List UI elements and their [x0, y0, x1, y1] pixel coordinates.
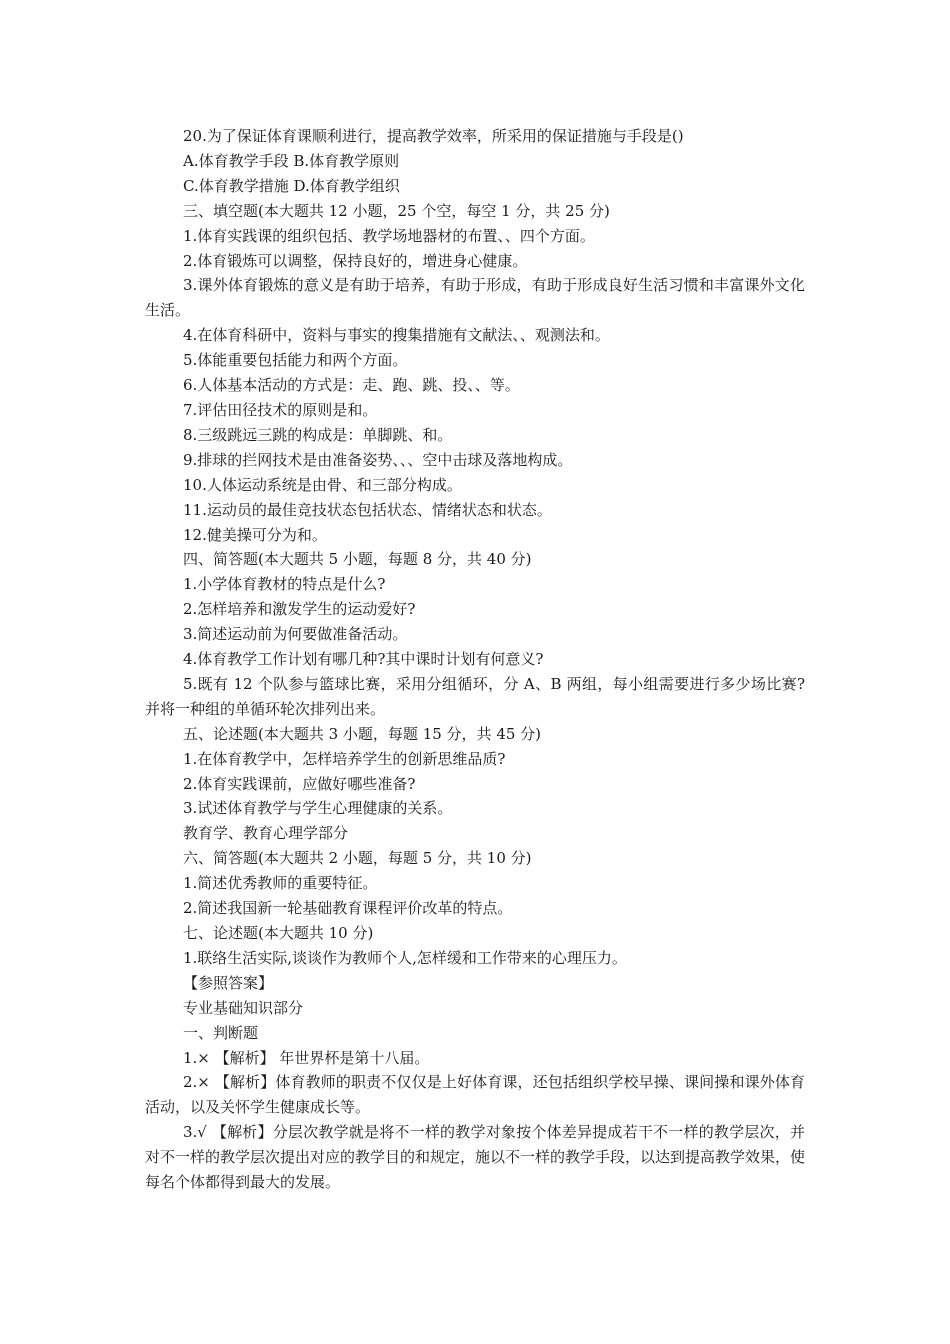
paragraph-short-2: 2.怎样培养和激发学生的运动爱好?	[183, 600, 416, 619]
paragraph-short2-2: 2.简述我国新一轮基础教育课程评价改革的特点。	[183, 899, 513, 918]
section-heading-short-answer: 四、简答题(本大题共 5 小题，每题 8 分，共 40 分)	[183, 550, 532, 569]
paragraph-fill-5: 5.体能重要包括能力和两个方面。	[183, 351, 408, 370]
paragraph-fill-3: 3.课外体育锻炼的意义是有助于培养，有助于形成，有助于形成良好生活习惯和丰富课外文化生活。	[145, 276, 805, 320]
paragraph-fill-10: 10.人体运动系统是由骨、和三部分构成。	[183, 475, 462, 494]
paragraph-fill-7: 7.评估田径技术的原则是和。	[183, 400, 378, 419]
section-heading-fill-in: 三、填空题(本大题共 12 小题，25 个空，每空 1 分，共 25 分)	[183, 201, 610, 220]
paragraph-short-4: 4.体育教学工作计划有哪几种?其中课时计划有何意义?	[183, 650, 544, 669]
paragraph-essay-2: 2.体育实践课前，应做好哪些准备?	[183, 774, 416, 793]
part-heading-basics: 专业基础知识部分	[183, 998, 304, 1017]
section-heading-short-answer-2: 六、简答题(本大题共 2 小题，每题 5 分，共 10 分)	[183, 849, 532, 868]
paragraph-essay2-1: 1.联络生活实际,谈谈作为教师个人,怎样缓和工作带来的心理压力。	[183, 948, 627, 967]
paragraph-fill-4: 4.在体育科研中，资料与事实的搜集措施有文献法、、观测法和。	[183, 326, 610, 345]
paragraph-q20: 20.为了保证体育课顺利进行，提高教学效率，所采用的保证措施与手段是()	[183, 127, 684, 145]
answer-2: 2.× 【解析】体育教师的职责不仅仅是上好体育课，还包括组织学校早操、课间操和课外体育活动，以及关怀学生健康成长等。	[145, 1073, 805, 1117]
paragraph-fill-11: 11.运动员的最佳竞技状态包括状态、情绪状态和状态。	[183, 500, 552, 519]
paragraph-fill-9: 9.排球的拦网技术是由准备姿势、、、空中击球及落地构成。	[183, 450, 573, 469]
section-heading-essay-2: 七、论述题(本大题共 10 分)	[183, 924, 374, 942]
paragraph-option-ab: A.体育教学手段 B.体育教学原则	[183, 151, 400, 170]
answer-3: 3.√ 【解析】分层次教学就是将不一样的教学对象按个体差异提成若干不一样的教学层次，并对不一样的教学层次提出对应的教学目的和规定，施以不一样的教学手段，以达到提高教学效果，使每名个体都得到最大的发展。	[145, 1123, 806, 1192]
paragraph-essay-3: 3.试述体育教学与学生心理健康的关系。	[183, 799, 453, 818]
paragraph-fill-1: 1.体育实践课的组织包括、教学场地器材的布置、、四个方面。	[183, 226, 595, 245]
paragraph-fill-8: 8.三级跳远三跳的构成是：单脚跳、和。	[183, 425, 453, 444]
paragraph-short-5: 5.既有 12 个队参与篮球比赛，采用分组循环，分 A、B 两组，每小组需要进行多少场比赛?并将一种组的单循环轮次排列出来。	[145, 674, 805, 718]
paragraph-fill-6: 6.人体基本活动的方式是：走、跑、跳、投、、等。	[183, 376, 520, 395]
section-heading-essay: 五、论述题(本大题共 3 小题，每题 15 分，共 45 分)	[183, 724, 542, 743]
paragraph-fill-12: 12.健美操可分为和。	[183, 525, 327, 544]
paragraph-essay-1: 1.在体育教学中，怎样培养学生的创新思维品质?	[183, 749, 506, 768]
paragraph-short-3: 3.简述运动前为何要做准备活动。	[183, 625, 408, 644]
section-heading-true-false: 一、判断题	[183, 1023, 259, 1042]
paragraph-short-1: 1.小学体育教材的特点是什么?	[183, 575, 386, 594]
paragraph-fill-2: 2.体育锻炼可以调整，保持良好的，增进身心健康。	[183, 251, 528, 270]
answer-1: 1.× 【解析】 年世界杯是第十八届。	[183, 1048, 430, 1067]
paragraph-option-cd: C.体育教学措施 D.体育教学组织	[183, 176, 400, 195]
paragraph-short2-1: 1.简述优秀教师的重要特征。	[183, 874, 378, 893]
answer-key-heading: 【参照答案】	[183, 973, 274, 992]
part-heading-pedagogy: 教育学、教育心理学部分	[183, 824, 349, 843]
document-body	[145, 124, 805, 1195]
